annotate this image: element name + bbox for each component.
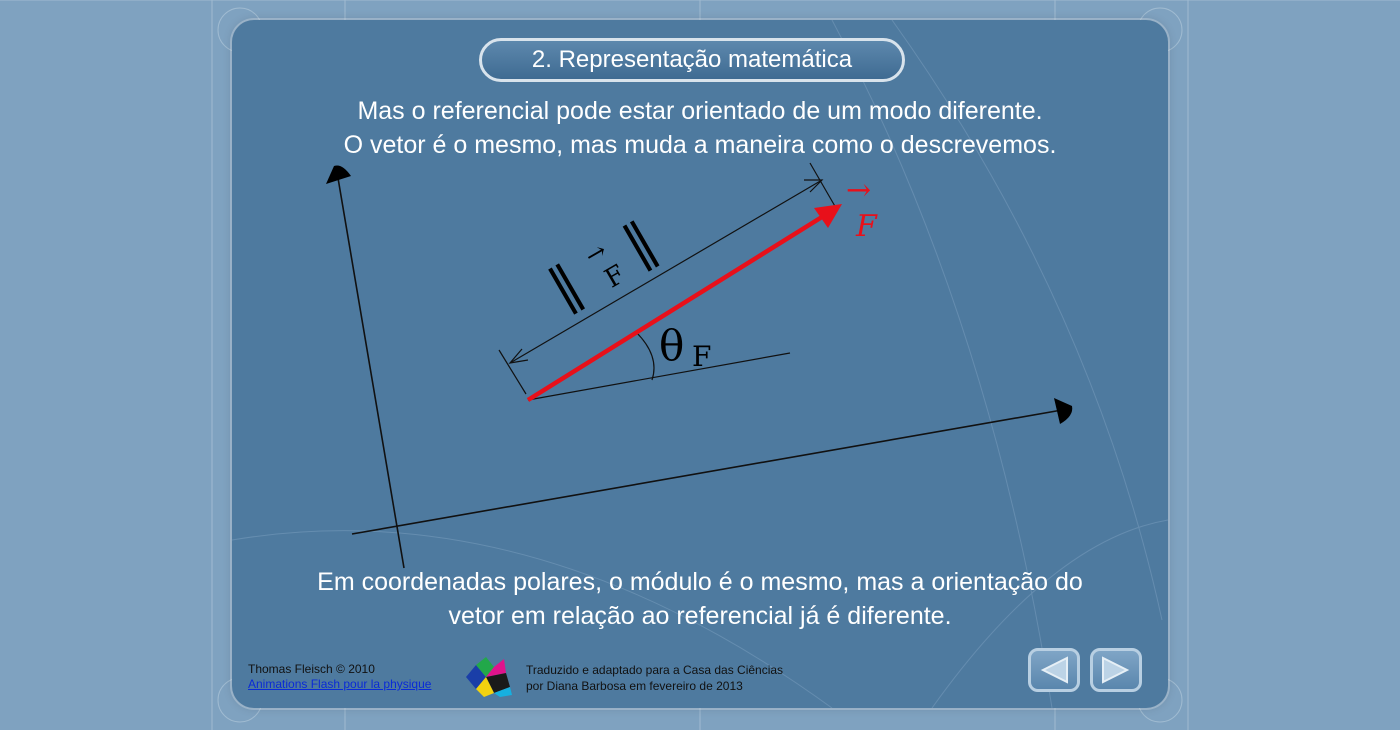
force-vector-arrowhead bbox=[814, 204, 842, 228]
footer-credits bbox=[248, 662, 431, 692]
x-axis bbox=[352, 410, 1062, 534]
caption-bottom-line2: vetor em relação ao referencial já é diferente. bbox=[448, 602, 952, 630]
magnitude-tick-end bbox=[810, 163, 836, 208]
caption-top-line1: Mas o referencial pode estar orientado de um modo diferente. bbox=[357, 97, 1043, 125]
slide-title: 2. Representação matemática bbox=[479, 38, 905, 82]
angle-arc bbox=[636, 332, 654, 380]
y-axis bbox=[338, 178, 404, 568]
magnitude-letter: F bbox=[599, 259, 631, 295]
magnitude-bars-left: ‖ bbox=[538, 253, 592, 319]
magnitude-letter-arrow: → bbox=[580, 236, 612, 271]
magnitude-label bbox=[539, 211, 667, 321]
caption-bottom bbox=[252, 565, 1148, 633]
triangle-right-icon bbox=[1093, 651, 1139, 689]
footer-link[interactable]: Animations Flash pour la physique bbox=[248, 677, 432, 691]
slide-card bbox=[232, 20, 1168, 708]
angle-label-subscript: F bbox=[692, 340, 712, 373]
footer-author: Thomas Fleisch © 2010 bbox=[248, 662, 375, 676]
translation-line1: Traduzido e adaptado para a Casa das Ciências bbox=[526, 663, 784, 677]
vector-label-arrow: → bbox=[846, 173, 872, 208]
translation-line2: por Diana Barbosa em fevereiro de 2013 bbox=[526, 679, 743, 693]
caption-bottom-line1: Em coordenadas polares, o módulo é o mesmo, mas a orientação do bbox=[317, 568, 1083, 596]
previous-button[interactable] bbox=[1028, 648, 1080, 692]
next-button[interactable] bbox=[1090, 648, 1142, 692]
caption-top-line2: O vetor é o mesmo, mas muda a maneira como o descrevemos. bbox=[343, 131, 1057, 159]
vector-label: F bbox=[856, 209, 877, 244]
footer-translation bbox=[526, 662, 783, 694]
magnitude-bars-right: ‖ bbox=[613, 210, 666, 276]
triangle-left-icon bbox=[1031, 651, 1077, 689]
casa-das-ciencias-logo bbox=[464, 657, 514, 697]
angle-label-theta: θ bbox=[659, 321, 685, 370]
